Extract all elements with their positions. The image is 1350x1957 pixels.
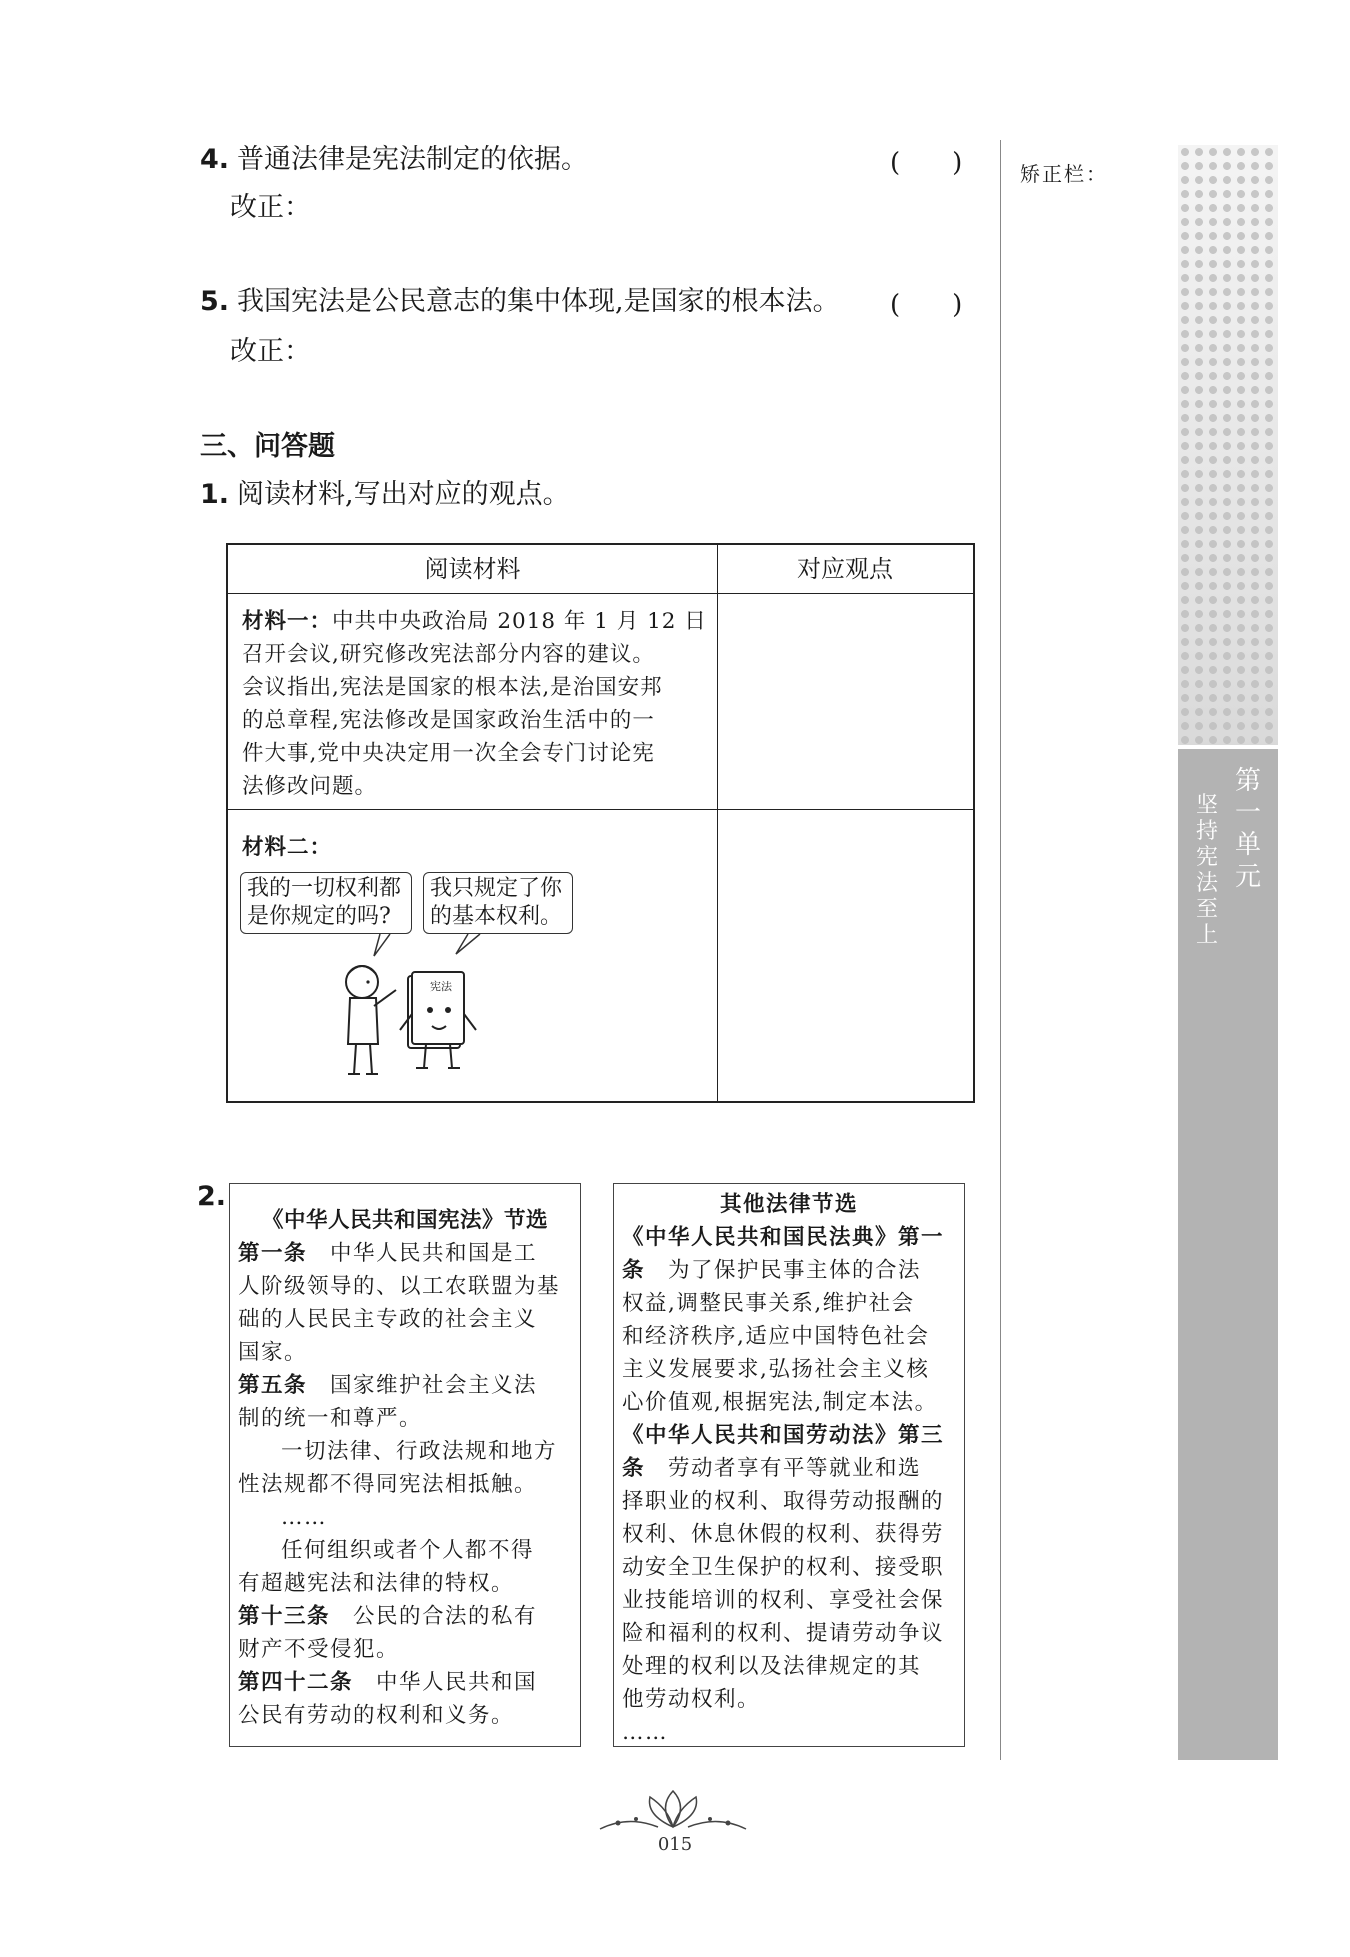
article-label: 第一条: [238, 1241, 308, 1266]
article-label: 条: [622, 1258, 646, 1283]
answer-paren[interactable]: ( ): [890, 290, 963, 320]
answer-cell-1[interactable]: [720, 595, 974, 807]
article-line: 业技能培训的权利、享受社会保: [622, 1588, 945, 1613]
article-line: 中华人民共和国: [353, 1670, 538, 1695]
article-line: 心价值观,根据宪法,制定本法。: [622, 1390, 938, 1415]
question-text: 我国宪法是公民意志的集中体现,是国家的根本法。: [237, 286, 840, 317]
correction-label: 改正：: [230, 336, 311, 367]
constitution-excerpt-box: [229, 1183, 581, 1747]
reading-table: [226, 543, 975, 1103]
unit-number: 第一单元: [1234, 766, 1261, 892]
question-number: 4.: [200, 144, 230, 175]
article-line: 权益,调整民事关系,维护社会: [622, 1291, 915, 1316]
box-title: 其他法律节选: [719, 1192, 858, 1217]
article-line: 险和福利的权利、提请劳动争议: [622, 1621, 945, 1646]
article-label: 第四十二条: [238, 1670, 354, 1695]
correction-label: 改正：: [230, 192, 311, 223]
article-line: 有超越宪法和法律的特权。: [238, 1571, 515, 1596]
material-line: 法修改问题。: [242, 774, 378, 799]
unit-title: 坚持宪法至上: [1195, 793, 1218, 948]
article-line: 动安全卫生保护的权利、接受职: [622, 1555, 945, 1580]
article-line: 处理的权利以及法律规定的其: [622, 1654, 922, 1679]
article-line: 础的人民民主专政的社会主义: [238, 1307, 538, 1332]
box-title: 《中华人民共和国宪法》节选: [261, 1208, 548, 1233]
table-header-viewpoint: 对应观点: [717, 545, 973, 594]
page-number: 015: [657, 1834, 693, 1855]
article-label: 《中华人民共和国民法典》第一: [622, 1225, 945, 1250]
bubble-line: 的基本权利。: [430, 904, 563, 929]
question-number: 2.: [197, 1181, 227, 1212]
speech-bubble-person: [240, 872, 412, 934]
material-line: 件大事,党中央决定用一次全会专门讨论宪: [242, 741, 655, 766]
article-line: 公民有劳动的权利和义务。: [238, 1703, 515, 1728]
section-title: 三、问答题: [200, 431, 335, 462]
answer-cell-2[interactable]: [720, 813, 974, 1101]
question-number: 1.: [200, 479, 230, 510]
correction-column-label: 矫正栏：: [1020, 162, 1108, 186]
book-label: 宪法: [430, 980, 452, 993]
article-line: 权利、休息休假的权利、获得劳: [622, 1522, 945, 1547]
bubble-line: 我只规定了你: [430, 876, 563, 901]
answer-paren[interactable]: ( ): [890, 148, 963, 178]
question-4: [200, 140, 588, 180]
table-header-material: 阅读材料: [228, 545, 717, 594]
article-line: 择职业的权利、取得劳动报酬的: [622, 1489, 945, 1514]
article-label: 条: [622, 1456, 646, 1481]
article-line: 一切法律、行政法规和地方: [281, 1439, 558, 1464]
question-number: 5.: [200, 286, 230, 317]
article-label: 第十三条: [238, 1604, 331, 1629]
bubble-line: 是你规定的吗?: [247, 904, 391, 929]
article-line: 国家。: [238, 1340, 308, 1365]
article-label: 第五条: [238, 1373, 308, 1398]
question-5: [200, 282, 840, 322]
ellipsis: ……: [281, 1505, 327, 1530]
question-text: 阅读材料,写出对应的观点。: [237, 479, 570, 510]
bubble-line: 我的一切权利都: [247, 876, 402, 901]
cartoon-illustration: [308, 934, 508, 1079]
article-line: 人阶级领导的、以工农联盟为基: [238, 1274, 561, 1299]
material-line: 会议指出,宪法是国家的根本法,是治国安邦: [242, 675, 663, 700]
article-line: 劳动者享有平等就业和选: [645, 1456, 922, 1481]
article-line: 国家维护社会主义法: [307, 1373, 538, 1398]
material-line: 中共中央政治局 2018 年 1 月 12 日: [332, 609, 707, 634]
article-line: 他劳动权利。: [622, 1687, 761, 1712]
material-1: [242, 605, 712, 803]
speech-bubble-constitution: [423, 872, 573, 934]
footer-ornament-icon: [598, 1787, 748, 1835]
question-1: [200, 475, 570, 515]
article-line: 中华人民共和国是工: [307, 1241, 538, 1266]
article-line: 任何组织或者个人都不得: [281, 1538, 535, 1563]
article-line: 主义发展要求,弘扬社会主义核: [622, 1357, 930, 1382]
article-line: 和经济秩序,适应中国特色社会: [622, 1324, 930, 1349]
material-line: 召开会议,研究修改宪法部分内容的建议。: [242, 642, 655, 667]
table-divider: [717, 545, 718, 1101]
table-row-divider: [228, 809, 973, 810]
unit-title-panel: [1178, 749, 1278, 1760]
article-line: 性法规都不得同宪法相抵触。: [238, 1472, 538, 1497]
article-line: 为了保护民事主体的合法: [645, 1258, 922, 1283]
material-line: 的总章程,宪法修改是国家政治生活中的一: [242, 708, 655, 733]
ellipsis: ……: [622, 1720, 668, 1745]
other-laws-box: [613, 1183, 965, 1747]
correction-divider: [1000, 140, 1001, 1760]
material-label: 材料二：: [242, 835, 333, 860]
unit-side-strip: [1178, 145, 1278, 1760]
article-line: 制的统一和尊严。: [238, 1406, 423, 1431]
article-line: 公民的合法的私有: [330, 1604, 538, 1629]
question-text: 普通法律是宪法制定的依据。: [237, 144, 589, 175]
decorative-dot-pattern: [1178, 145, 1278, 745]
article-line: 财产不受侵犯。: [238, 1637, 400, 1662]
article-label: 《中华人民共和国劳动法》第三: [622, 1423, 945, 1448]
material-label: 材料一：: [242, 609, 333, 634]
